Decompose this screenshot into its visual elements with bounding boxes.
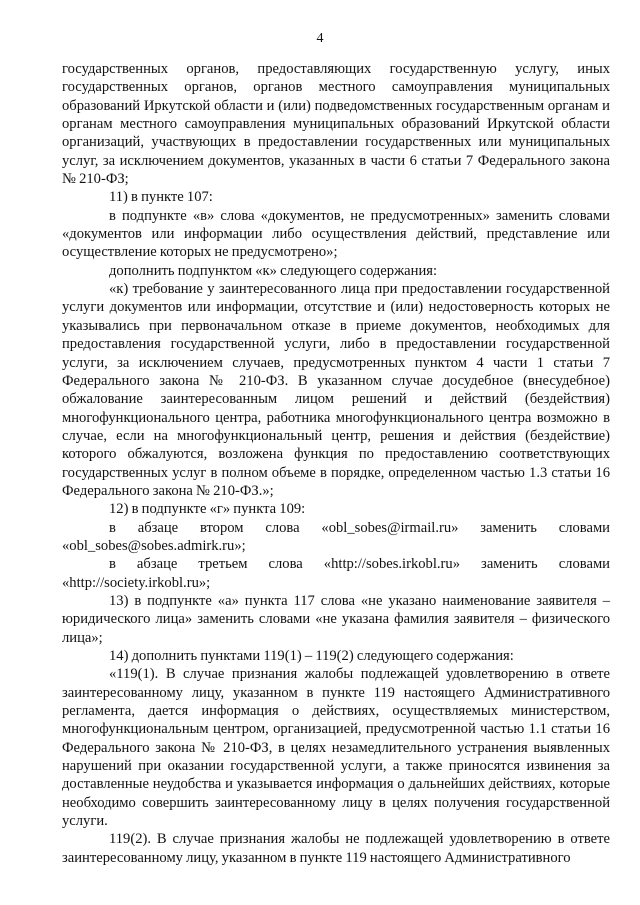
paragraph-item-11: 11) в пункте 107: bbox=[109, 189, 213, 206]
paragraph-119-2: 119(2). В случае признания жалобы не подлежащей удовлетворению в ответе заинтересованному лицу, указанном в пункте 119 настоящего Административного bbox=[62, 831, 610, 866]
page-number: 4 bbox=[316, 31, 324, 46]
paragraph-item-12: 12) в подпункте «г» пункта 109: bbox=[109, 501, 306, 518]
paragraph-subitem-v: в подпункте «в» слова «документов, не предусмотренных» заменить словами «документов или информации либо осуществления действий, представление или осуществление которых не предусмотрено»; bbox=[62, 207, 610, 261]
paragraph-subitem-k-text: «к) требование у заинтересованного лица при предоставлении государственной услуги документов или информации, отсутствие и (или) недостоверность которых не указывались при первоначальном отказе в приеме документов, необходимых для предоставления государственной услуги, либо в предоставлении государственной услуги, за исключением случаев, предусмотренных пунктом 4 части 1 статьи 7 Федерального закона № 210-ФЗ. В указанном случае досудебное (внесудебное) обжалование заинтересованным лицом решений и действий (бездействия) многофункционального центра, работника многофункционального центра возможно в случае, если на многофункциональный центр, решения и действия (бездействие) которого обжалуются, возложена функция по предоставлению соответствующих государственных услуг в полном объеме в порядке, определенном частью 1.3 статьи 16 Федерального закона № 210-ФЗ.»; bbox=[62, 281, 610, 499]
paragraph-second-abzac: в абзаце втором слова «obl_sobes@irmail.ru» заменить словами «obl_sobes@sobes.admirk.ru»; bbox=[62, 519, 610, 554]
paragraph-119-1: «119(1). В случае признания жалобы подлежащей удовлетворению в ответе заинтересованному лицу, указанном в пункте 119 настоящего Административного регламента, дается информация о действиях, осуществляемых министерством, многофункциональным центром, организацией, предусмотренной частью 1.1 статьи 16 Федерального закона № 210-ФЗ, в целях незамедлительного устранения выявленных нарушений при оказании государственной услуги, а также приносятся извинения за доставленные неудобства и указывается информация о дальнейших действиях, которые необходимо совершить заинтересованному лицу в целях получения государственной услуги. bbox=[62, 666, 610, 830]
paragraph-item-14: 14) дополнить пунктами 119(1) – 119(2) следующего содержания: bbox=[109, 648, 514, 664]
document-body bbox=[62, 60, 610, 867]
paragraph-add-subitem-k: дополнить подпунктом «к» следующего содержания: bbox=[109, 262, 438, 279]
paragraph-item-13: 13) в подпункте «а» пункта 117 слова «не указано наименование заявителя – юридического лица» заменить словами «не указана фамилия заявителя – физического лица»; bbox=[62, 592, 610, 646]
paragraph-third-abzac: в абзаце третьем слова «http://sobes.irkobl.ru» заменить словами «http://society.irkobl.ru»; bbox=[62, 556, 610, 591]
paragraph-continuation: государственных органов, предоставляющих государственную услугу, иных государственных органов, органов местного самоуправления муниципальных образований Иркутской области и (или) подведомственных государственным органам и органам местного самоуправления муниципальных образований Иркутской области организаций, участвующих в предоставлении государственных или муниципальных услуг, за исключением документов, указанных в части 6 статьи 7 Федерального закона № 210-ФЗ; bbox=[62, 61, 610, 188]
